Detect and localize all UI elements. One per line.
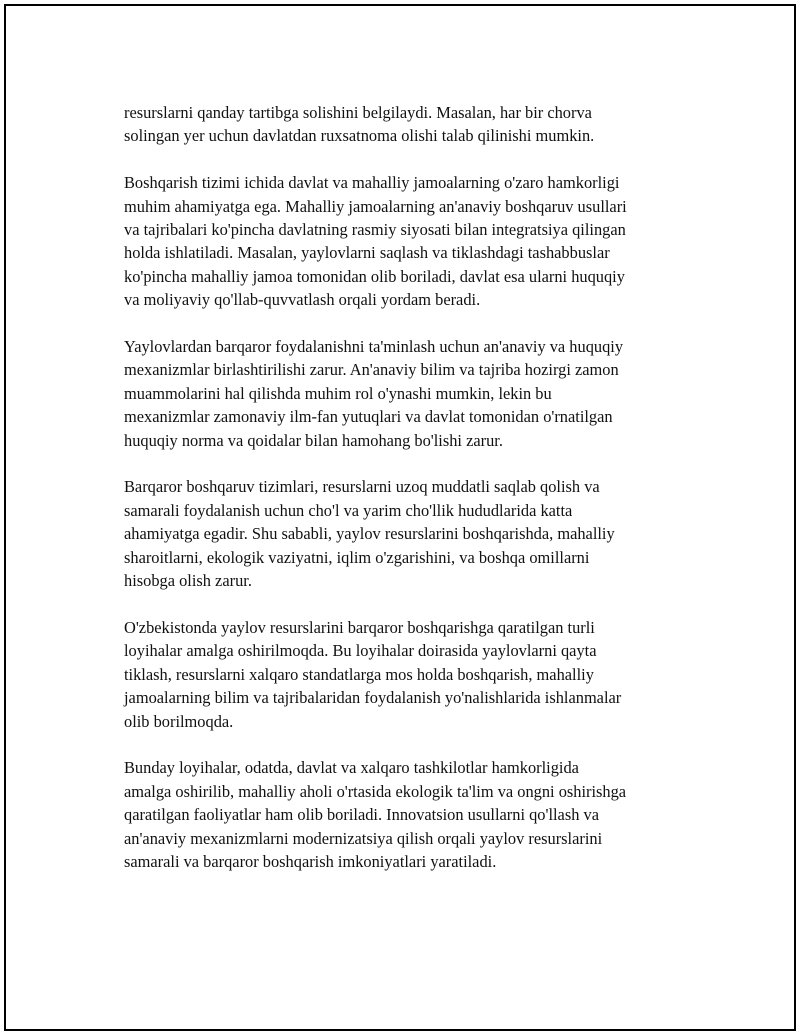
text-line: tiklash, resurslarni xalqaro standatlarga mos holda boshqarish, mahalliy: [124, 664, 594, 684]
text-line: hisobga olish zarur.: [124, 571, 252, 591]
text-line: solingan yer uchun davlatdan ruxsatnoma olishi talab qilinishi mumkin.: [124, 126, 595, 146]
text-line: muhim ahamiyatga ega. Mahalliy jamoalarning an'anaviy boshqaruv usullari: [124, 196, 627, 216]
text-line: samarali foydalanish uchun cho'l va yarim cho'llik hududlarida katta: [124, 500, 573, 520]
text-line: resurslarni qanday tartibga solishini belgilaydi. Masalan, har bir chorva: [124, 103, 592, 122]
text-line: mexanizmlar birlashtirilishi zarur. An'anaviy bilim va tajriba hozirgi zamon: [124, 360, 619, 380]
text-line: Bunday loyihalar, odatda, davlat va xalqaro tashkilotlar hamkorligida: [124, 758, 579, 778]
text-line: huquqiy norma va qoidalar bilan hamohang bo'lishi zarur.: [124, 430, 503, 450]
text-line: ko'pincha mahalliy jamoa tomonidan olib boriladi, davlat esa ularni huquqiy: [124, 266, 625, 286]
text-line: samarali va barqaror boshqarish imkoniyatlari yaratiladi.: [124, 851, 497, 871]
paragraph-5: [124, 616, 694, 733]
text-line: Barqaror boshqaruv tizimlari, resurslarni uzoq muddatli saqlab qolish va: [124, 477, 600, 497]
text-line: jamoalarning bilim va tajribalaridan foydalanish yo'nalishlarida ishlanmalar: [124, 688, 622, 708]
paragraph-1: [124, 101, 694, 148]
text-line: Yaylovlardan barqaror foydalanishni ta'minlash uchun an'anaviy va huquqiy: [124, 337, 624, 357]
paragraph-2: [124, 171, 694, 311]
text-line: va tajribalari ko'pincha davlatning rasmiy siyosati bilan integratsiya qilingan: [124, 220, 626, 240]
text-line: loyihalar amalga oshirilmoqda. Bu loyihalar doirasida yaylovlarni qayta: [124, 641, 597, 661]
text-line: qaratilgan faoliyatlar ham olib boriladi. Innovatsion usullarni qo'llash va: [124, 805, 599, 825]
text-line: mexanizmlar zamonaviy ilm-fan yutuqlari va davlat tomonidan o'rnatilgan: [124, 407, 613, 427]
text-line: amalga oshirilib, mahalliy aholi o'rtasida ekologik ta'lim va ongni oshirishga: [124, 781, 627, 801]
text-line: holda ishlatiladi. Masalan, yaylovlarni saqlash va tiklashdagi tashabbuslar: [124, 243, 610, 263]
text-line: va moliyaviy qo'llab-quvvatlash orqali yordam beradi.: [124, 290, 481, 310]
paragraph-3: [124, 335, 694, 452]
text-line: Boshqarish tizimi ichida davlat va mahalliy jamoalarning o'zaro hamkorligi: [124, 173, 620, 193]
document-body: [124, 101, 694, 897]
text-line: O'zbekistonda yaylov resurslarini barqaror boshqarishga qaratilgan turli: [124, 617, 595, 637]
paragraph-4: [124, 475, 694, 592]
paragraph-6: [124, 756, 694, 873]
text-line: an'anaviy mexanizmlarni modernizatsiya qilish orqali yaylov resurslarini: [124, 828, 603, 848]
text-line: olib borilmoqda.: [124, 711, 234, 731]
text-line: ahamiyatga egadir. Shu sababli, yaylov resurslarini boshqarishda, mahalliy: [124, 524, 615, 544]
page-frame: [4, 4, 796, 1031]
text-line: muammolarini hal qilishda muhim rol o'ynashi mumkin, lekin bu: [124, 383, 552, 403]
text-line: sharoitlarni, ekologik vaziyatni, iqlim o'zgarishini, va boshqa omillarni: [124, 547, 590, 567]
